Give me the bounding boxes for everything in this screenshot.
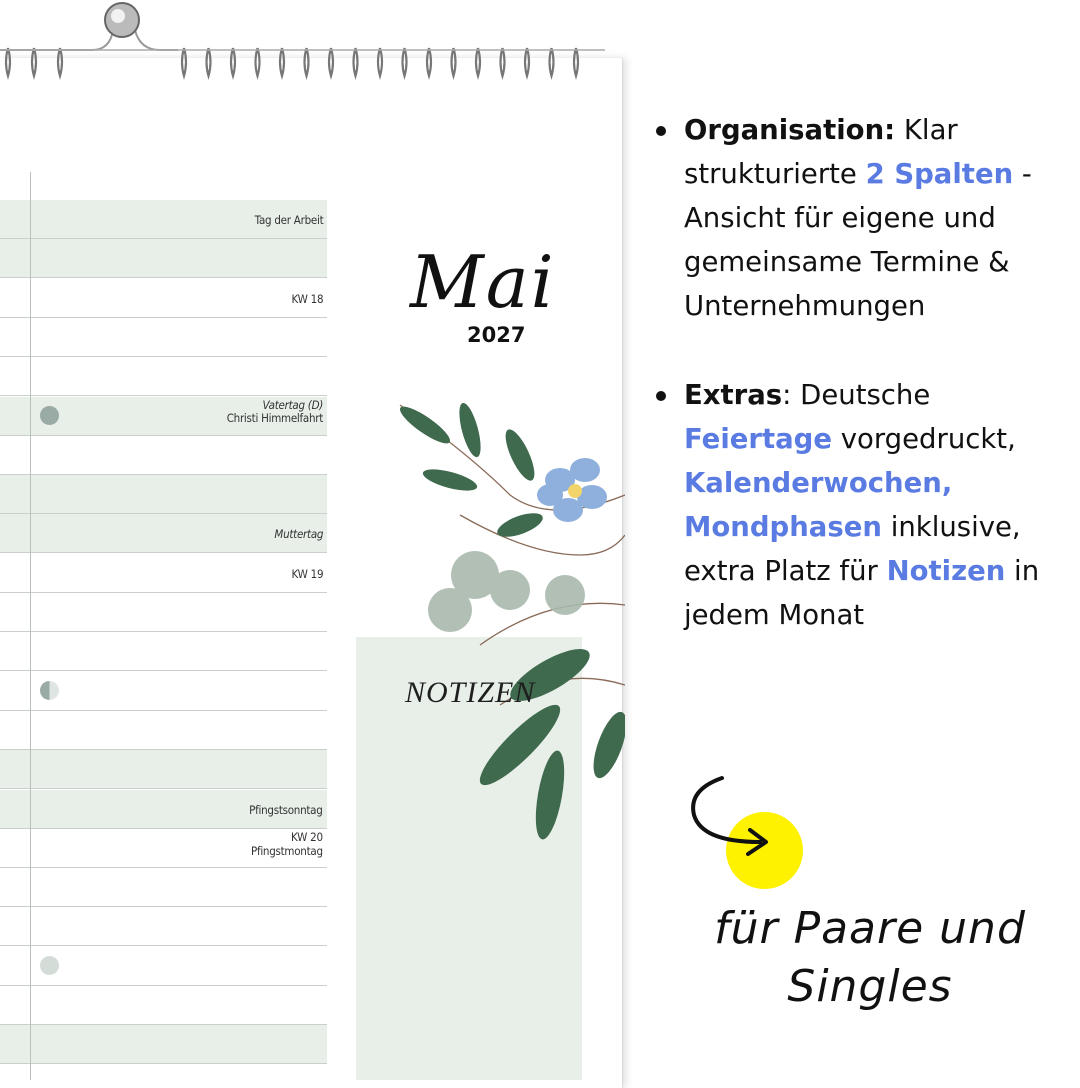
spiral-coil [329,48,333,76]
spiral-coil [305,48,309,76]
calendar-day-row [0,475,327,514]
day-label: KW 19 [291,566,323,581]
spiral-binding [0,0,622,90]
calendar-day-row [0,1025,327,1064]
calendar-day-row [0,436,327,475]
calendar-day-row [0,632,327,671]
calendar-day-row [0,514,327,553]
day-label: Tag der Arbeit [254,213,323,227]
calendar-day-row [0,986,327,1025]
highlight-text: Kalenderwochen, Mondphasen [684,467,953,543]
feature-text: Organisation: [684,114,896,146]
feature-text: in jedem Monat [684,555,1040,631]
moon-phase-icon [40,406,59,425]
feature-list [650,108,1070,682]
spiral-coil [574,48,578,76]
month-title: Mai [410,240,556,324]
spiral-coil [280,48,284,76]
spiral-coil [427,48,431,76]
spiral-coil [256,48,260,76]
feature-text: Extras [684,379,783,411]
spiral-coil [501,48,505,76]
calendar-day-row [0,829,327,868]
calendar-day-row [0,554,327,593]
calendar-day-row [0,318,327,357]
highlight-text: 2 Spalten [865,158,1014,190]
feature-text: - Ansicht für eigene und gemeinsame Termine & Unternehmungen [684,158,1032,322]
calendar-day-row [0,200,327,239]
callout-line-1: für Paare und [714,903,1026,954]
calendar-day-row [0,907,327,946]
curved-arrow-icon [680,770,790,870]
day-label: KW 20 Pfingstmontag [251,829,323,858]
feature-item [650,108,1070,328]
moon-phase-icon [40,681,59,700]
spiral-coil [6,48,10,76]
day-grid [0,200,327,1080]
notes-title: NOTIZEN [405,676,536,709]
feature-text: Klar strukturierte [684,114,958,190]
feature-text: inklusive, extra Platz für [684,511,1021,587]
day-label: KW 18 [291,291,323,306]
bullet-icon [656,126,666,136]
spiral-coil [550,48,554,76]
spiral-coil [207,48,211,76]
spiral-coil [378,48,382,76]
eucalyptus-illustration [380,385,625,845]
spiral-coil [525,48,529,76]
spiral-coil [476,48,480,76]
spiral-coil [354,48,358,76]
calendar-day-row [0,239,327,278]
calendar-day-row [0,279,327,318]
column-divider [30,172,31,1080]
highlight-text: Notizen [886,555,1006,587]
spiral-coil [182,48,186,76]
spiral-coil [58,48,62,76]
spiral-coil [32,48,36,76]
calendar-day-row [0,868,327,907]
moon-phase-icon [40,956,59,975]
bullet-icon [656,391,666,401]
feature-item [650,373,1070,637]
day-label: Vatertag (D) Christi Himmelfahrt [226,397,323,426]
calendar-day-row [0,357,327,396]
callout-line-2: Singles [787,961,953,1012]
calendar-day-row [0,750,327,789]
feature-text: : Deutsche [782,379,931,411]
calendar-day-row [0,711,327,750]
year-label: 2027 [467,323,526,347]
feature-text: vorgedruckt, [832,423,1016,455]
spiral-coil [452,48,456,76]
spiral-coil [231,48,235,76]
highlight-text: Feiertage [684,423,833,455]
day-label: Muttertag [274,527,323,542]
day-label: Pfingstsonntag [249,802,323,817]
callout-text [690,900,1050,1016]
calendar-day-row [0,790,327,829]
calendar-day-row [0,593,327,632]
spiral-coil [403,48,407,76]
